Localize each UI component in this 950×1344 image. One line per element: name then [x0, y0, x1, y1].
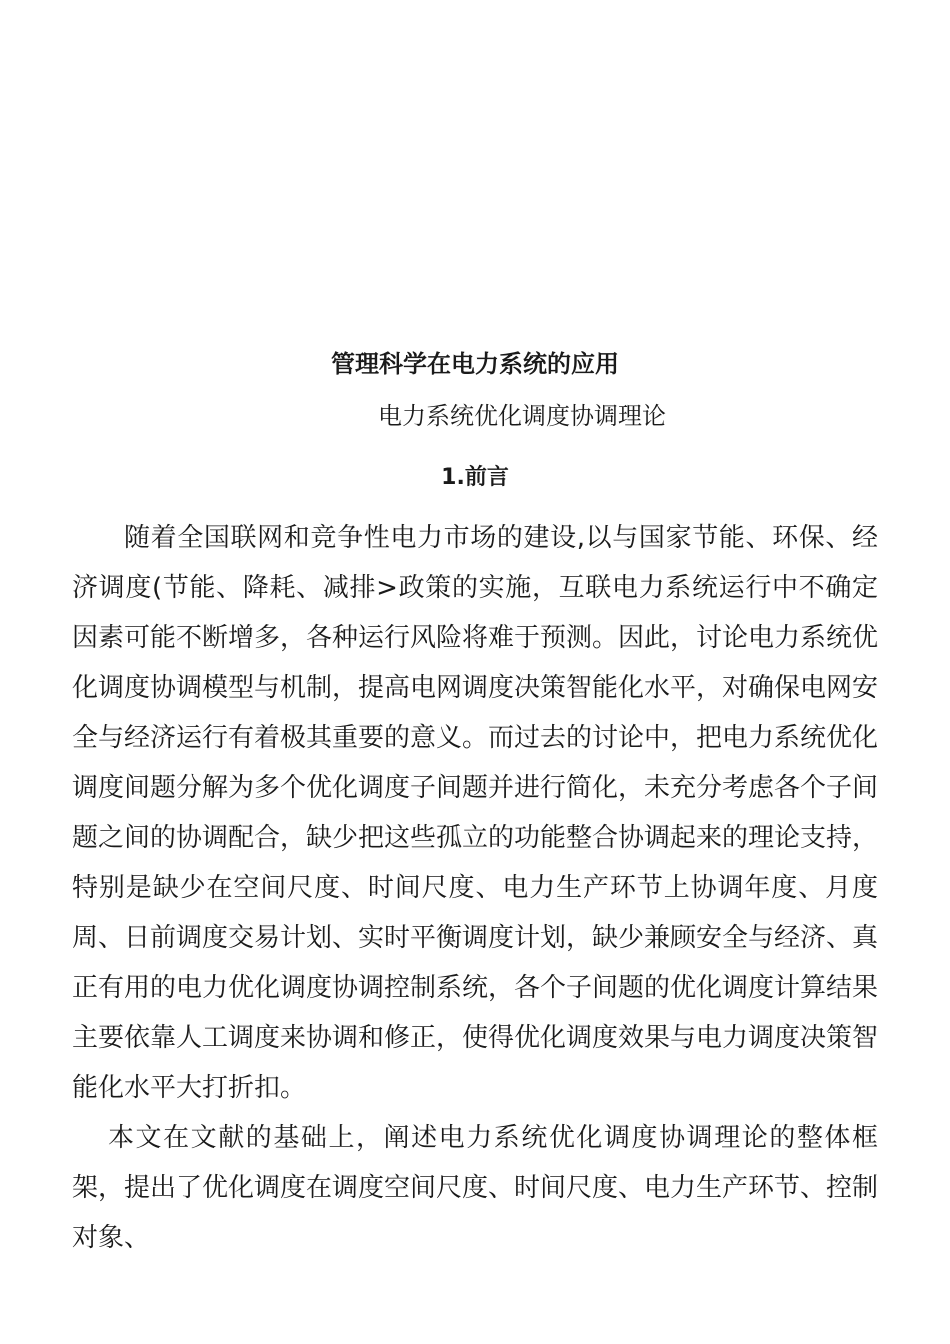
paragraph-1: 随着全国联网和竞争性电力市场的建设,以与国家节能、环保、经济调度(节能、降耗、减排>政策的实施，互联电力系统运行中不确定因素可能不断增多，各种运行风险将难于预测。因此，讨论电力系统优化调度协调模型与机制，提高电网调度决策智能化水平，对确保电网安全与经济运行有着极其重要的意义。而过去的讨论中，把电力系统优化调度间题分解为多个优化调度子间题并进行简化，未充分考虑各个子间题之间的协调配合，缺少把这些孤立的功能整合协调起来的理论支持，特别是缺少在空间尺度、时间尺度、电力生产环节上协调年度、月度周、日前调度交易计划、实时平衡调度计划，缺少兼顾安全与经济、真正有用的电力优化调度协调控制系统，各个子间题的优化调度计算结果主要依靠人工调度来协调和修正，使得优化调度效果与电力调度决策智能化水平大打折扣。 — [72, 523, 879, 1103]
document-subtitle: 电力系统优化调度协调理论 — [378, 402, 666, 430]
document-title — [0, 344, 950, 379]
section-heading-introduction: 1.前言 — [441, 465, 509, 490]
paragraph-2: 本文在文献的基础上，阐述电力系统优化调度协调理论的整体框架，提出了优化调度在调度空间尺度、时间尺度、电力生产环节、控制对象、 — [72, 1123, 879, 1253]
document-title-text: 管理科学在电力系统的应用 — [331, 350, 619, 378]
